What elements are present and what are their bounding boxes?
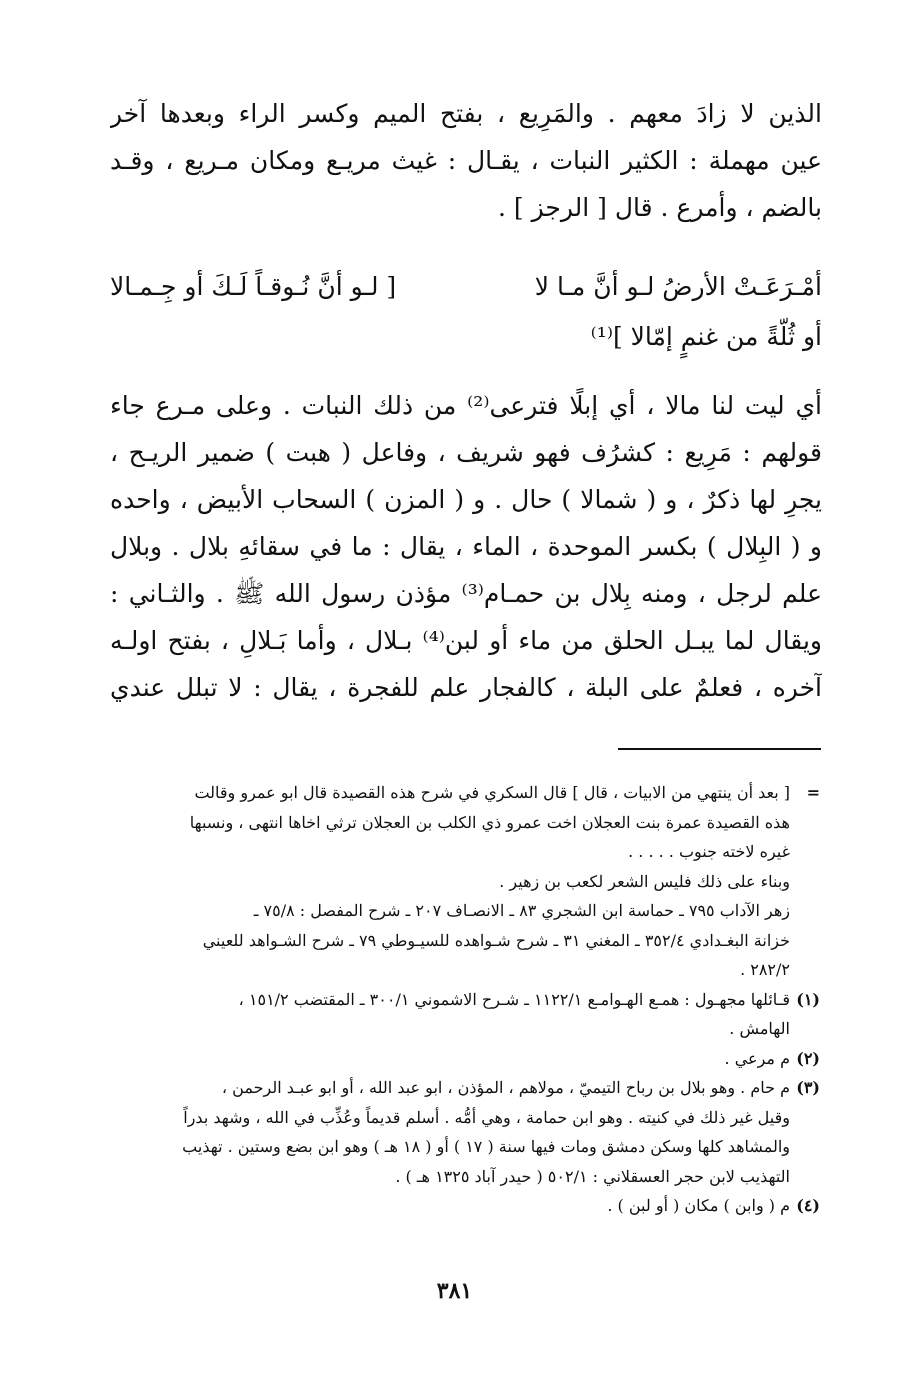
footnote-continued <box>120 778 820 985</box>
poetry-verse <box>110 262 822 362</box>
footnote-line: التهذيب لابن حجر العسقلاني : ٥٠٢/١ ( حيدر آباد ١٣٢٥ هـ ) . <box>395 1166 790 1186</box>
footnote-line: والمشاهد كلها وسكن دمشق ومات فيها سنة ( ١٧ ) أو ( ١٨ هـ ) وهو ابن بضع وستين . تهذيب <box>182 1137 790 1156</box>
text-line: قولهم : مَرِيع : كشرُف فهو شريف ، وفاعل ( هبت ) ضمير الريـح ، <box>110 438 822 467</box>
page-number: ٣٨١ <box>436 1278 473 1304</box>
footnote-line: هذه القصيدة عمرة بنت العجلان اخت عمرو ذي الكلب بن العجلان ترثي اخاها انتهى ، ونسبها <box>189 812 790 832</box>
paragraph-intro <box>110 90 822 231</box>
footnote-mark: = <box>806 783 820 802</box>
footnote-mark: (٣) <box>796 1078 820 1097</box>
footnote-mark: (٤) <box>796 1196 820 1215</box>
footnote-body <box>120 985 790 1044</box>
text-line: ويقال لما يبـل الحلق من ماء أو لبن⁽⁴⁾ بـلال ، وأما بَـلالِ ، بفتح اولـه <box>110 626 822 655</box>
verse-row <box>110 262 822 312</box>
footnote-line: وبناء على ذلك فليس الشعر لكعب بن زهير . <box>499 871 790 891</box>
text-line: و ( البِلال ) بكسر الموحدة ، الماء ، يقال : ما في سقائهِ بلال . وبلال <box>110 532 822 561</box>
footnote-line: خزانة البغـدادي ٣٥٢/٤ ـ المغني ٣١ ـ شرح شـواهده للسيـوطي ٧٩ ـ شرح الشـواهد للعيني <box>202 930 790 950</box>
footnote-3 <box>120 1073 820 1191</box>
footnote-body <box>120 1044 790 1074</box>
paragraph-commentary <box>110 382 822 711</box>
verse-continuation: أو ثُلّةً من غنمٍ إمّالا ]⁽¹⁾ <box>590 322 822 351</box>
footnote-line: [ بعد أن ينتهي من الابيات ، قال ] قال السكري في شرح هذه القصيدة قال ابو عمرو وقالت <box>194 783 790 802</box>
text-line: أي ليت لنا مالا ، أي إبلًا فترعى⁽²⁾ من ذلك النبات . وعلى مـرع جاء <box>110 391 822 420</box>
verse-first-hemistich: أمْـرَعَـتْ الأرضُ لـو أنَّ مـا لا <box>534 272 822 301</box>
footnote-mark: (١) <box>796 989 820 1009</box>
footnotes <box>120 778 820 1221</box>
footnote-mark: (٢) <box>796 1048 820 1068</box>
footnote-separator <box>618 748 821 750</box>
footnote-2 <box>120 1044 820 1074</box>
footnote-body <box>120 1073 790 1191</box>
footnote-1 <box>120 985 820 1044</box>
footnote-line: م مرعي . <box>724 1048 790 1068</box>
text-line: آخره ، فعلمٌ على البلة ، كالفجار علم للفجرة ، يقال : لا تبلل عندي <box>110 673 822 702</box>
text-line: بالضم ، وأمرع . قال [ الرجز ] . <box>497 193 822 222</box>
footnote-line: ٢٨٢/٢ . <box>740 960 790 979</box>
footnote-line: غيره لاخته جنوب . . . . . <box>628 842 790 861</box>
footnote-line: الهامش . <box>729 1019 790 1038</box>
footnote-line: م حام . وهو بلال بن رباح التيميّ ، مولاهم ، المؤذن ، ابو عبد الله ، أو ابو عبـد الرحمن ، <box>221 1078 790 1097</box>
verse-second-hemistich: [ لـو أنَّ نُـوقـاً لَـكَ أو جِـمـالا <box>110 272 397 301</box>
text-line: عين مهملة : الكثير النبات ، يقـال : غيث مريـع ومكان مـريع ، وقـد <box>110 146 822 175</box>
footnote-4 <box>120 1191 820 1221</box>
footnote-line: قـائلها مجهـول : همـع الهـوامـع ١١٢٢/١ ـ شـرح الاشموني ٣٠٠/١ ـ المقتضب ١٥١/٢ ، <box>238 989 790 1009</box>
footnote-body <box>120 1191 790 1221</box>
text-line: الذين لا زادَ معهم . والمَرِيع ، بفتح الميم وكسر الراء وبعدها آخر <box>110 99 822 128</box>
footnote-line: وقيل غير ذلك في كنيته . وهو ابن حمامة ، وهي أمُّه . أسلم قديماً وعُذِّب في الله ، وشهد بدراً <box>183 1107 790 1127</box>
footnote-body <box>120 778 790 985</box>
text-line: يجرِ لها ذكرٌ ، و ( شمالا ) حال . و ( المزن ) السحاب الأبيض ، واحده <box>110 485 822 514</box>
text-line: علم لرجل ، ومنه بِلال بن حمـام⁽³⁾ مؤذن رسول الله ﷺ . والثـاني : <box>110 579 822 608</box>
footnote-line: زهر الآداب ٧٩٥ ـ حماسة ابن الشجري ٨٣ ـ الانصـاف ٢٠٧ ـ شرح المفصل : ٧٥/٨ ـ <box>253 901 790 920</box>
footnote-line: م ( وابن ) مكان ( أو لبن ) . <box>607 1196 790 1215</box>
